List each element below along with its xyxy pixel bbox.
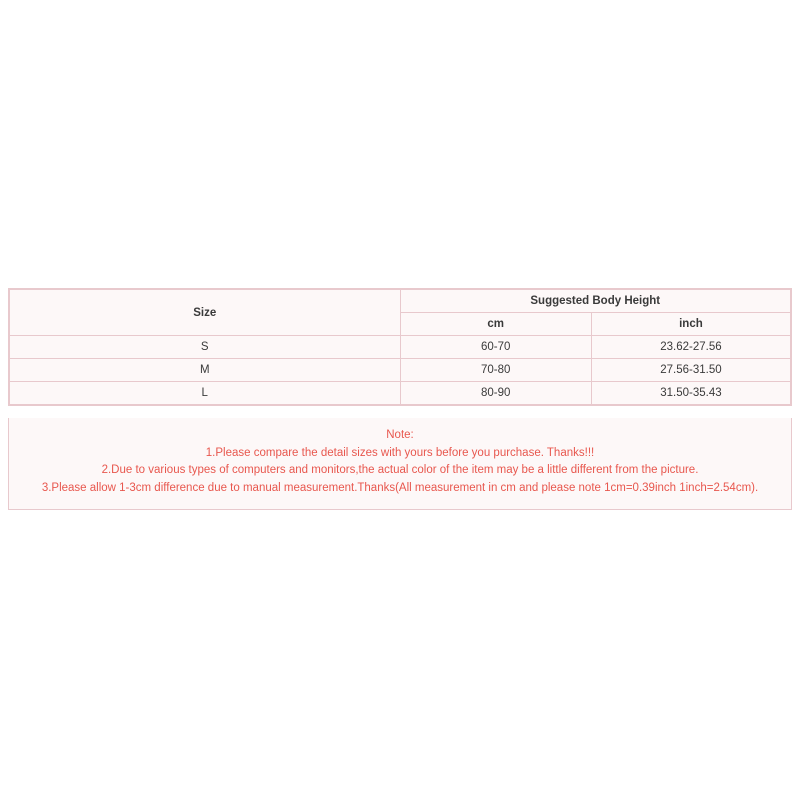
cell-cm: 60-70 — [400, 336, 591, 359]
note-line-3: 3.Please allow 1-3cm difference due to manual measurement.Thanks(All measurement in cm and please note 1cm=0.39inch 1inch=2.54cm). — [41, 481, 759, 494]
header-cm: cm — [400, 313, 591, 336]
note-line-1: 1.Please compare the detail sizes with yours before you purchase. Thanks!!! — [205, 446, 595, 459]
cell-inch: 27.56-31.50 — [591, 359, 790, 382]
notes-title: Note: — [386, 429, 414, 441]
cell-inch: 31.50-35.43 — [591, 382, 790, 405]
table-row — [10, 359, 791, 382]
cell-cm: 70-80 — [400, 359, 591, 382]
note-line-2: 2.Due to various types of computers and monitors,the actual color of the item may be a little different from the picture. — [101, 464, 699, 476]
size-chart-table-container — [8, 288, 792, 406]
size-chart-table — [9, 289, 791, 405]
cell-cm: 80-90 — [400, 382, 591, 405]
cell-size: M — [10, 359, 401, 382]
header-inch: inch — [591, 313, 790, 336]
table-header-row-1 — [10, 290, 791, 313]
cell-inch: 23.62-27.56 — [591, 336, 790, 359]
table-row — [10, 382, 791, 405]
cell-size: L — [10, 382, 401, 405]
header-size: Size — [10, 290, 401, 336]
header-suggested-body-height: Suggested Body Height — [400, 290, 791, 313]
notes-section — [8, 418, 792, 510]
table-row — [10, 336, 791, 359]
cell-size: S — [10, 336, 401, 359]
